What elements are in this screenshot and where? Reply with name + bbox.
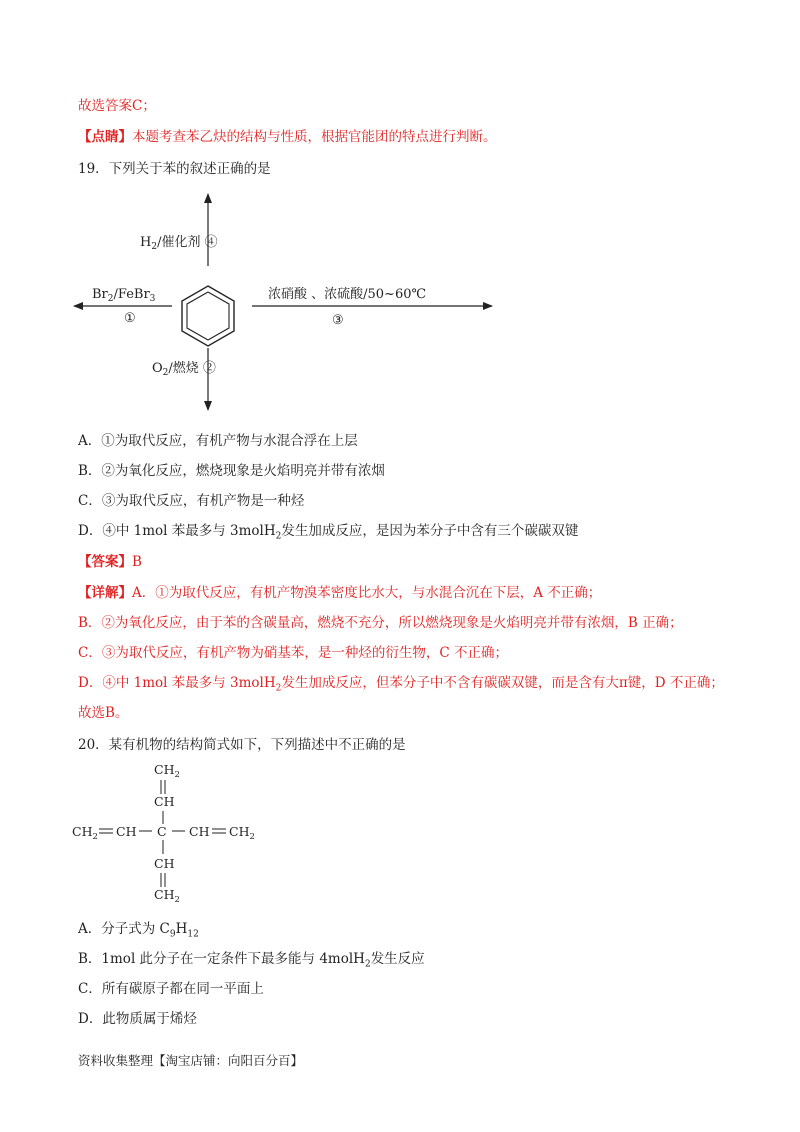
q19-option-b: B．②为氧化反应，燃烧现象是火焰明亮并带有浓烟 xyxy=(78,463,385,479)
struct-left-ch: CH xyxy=(116,824,137,839)
struct-top-ch: CH xyxy=(154,794,175,809)
q19-detail-c: C．③为取代反应，有机产物为硝基苯，是一种烃的衍生物，C 不正确； xyxy=(78,645,508,661)
q20-option-d: D．此物质属于烯烃 xyxy=(78,1011,197,1027)
q19-stem: 19．下列关于苯的叙述正确的是 xyxy=(78,161,271,177)
right-reagent-label: 浓硝酸 、浓硫酸/50~60℃ xyxy=(268,287,427,302)
left-step-number: ① xyxy=(124,311,136,326)
comment-text: 本题考查苯乙炔的结构与性质，根据官能团的特点进行判断。 xyxy=(132,129,497,145)
q19-option-d: D．④中 1mol 苯最多与 3molH$_2$发生加成反应，是因为苯分子中含有三个碳碳双键 xyxy=(78,523,579,542)
q20-option-b: B．1mol 此分子在一定条件下最多能与 4molH$_2$发生反应 xyxy=(78,951,425,970)
bottom-reagent-label: $O_2/$燃烧 ② xyxy=(152,361,216,378)
q19-detail-d: D．④中 1mol 苯最多与 3molH$_2$发生加成反应，但苯分子中不含有碳碳双键，而是含有大π键，D 不正确； xyxy=(78,675,724,694)
q19-conclusion: 故选B。 xyxy=(78,705,129,721)
struct-top-ch2: $CH_2$ xyxy=(154,762,180,780)
struct-left-ch2: $CH_2$ xyxy=(72,824,98,842)
q19-detail-b: B．②为氧化反应，由于苯的含碳量高，燃烧不充分，所以燃烧现象是火焰明亮并带有浓烟，B 正确； xyxy=(78,615,683,631)
benzene-ring xyxy=(182,286,234,346)
struct-right-ch: CH xyxy=(189,824,210,839)
q19-answer xyxy=(78,553,142,571)
q20-structure xyxy=(72,762,255,905)
comment-tag: 【点睛】 xyxy=(78,129,132,145)
q20-option-a: A．分子式为 $C_9H_{12}$ xyxy=(78,921,199,940)
prev-answer-line: 故选答案C； xyxy=(78,98,156,114)
left-reagent-label: $Br_2/FeBr_3$ xyxy=(92,287,156,304)
struct-bottom-ch: CH xyxy=(154,856,175,871)
detail-tag: 【详解】 xyxy=(78,585,132,601)
q19-option-c: C．③为取代反应，有机产物是一种烃 xyxy=(78,493,305,509)
right-step-number: ③ xyxy=(332,313,344,328)
answer-value: B xyxy=(132,554,142,570)
q19-detail-a: 【详解】A．①为取代反应，有机产物溴苯密度比水大，与水混合沉在下层，A 不正确； xyxy=(78,585,602,601)
q19-option-a: A．①为取代反应，有机产物与水混合浮在上层 xyxy=(78,433,358,449)
answer-tag: 【答案】 xyxy=(78,554,132,570)
q20-stem: 20．某有机物的结构简式如下，下列描述中不正确的是 xyxy=(78,737,406,753)
top-reagent-label: $H_2/$催化剂 ④ xyxy=(140,235,218,252)
struct-bottom-ch2: $CH_2$ xyxy=(154,887,180,905)
page-footer: 资料收集整理【淘宝店铺：向阳百分百】 xyxy=(78,1053,304,1068)
struct-right-ch2: $CH_2$ xyxy=(229,824,255,842)
struct-center-c: C xyxy=(157,824,167,839)
q20-option-c: C．所有碳原子都在同一平面上 xyxy=(78,981,264,997)
